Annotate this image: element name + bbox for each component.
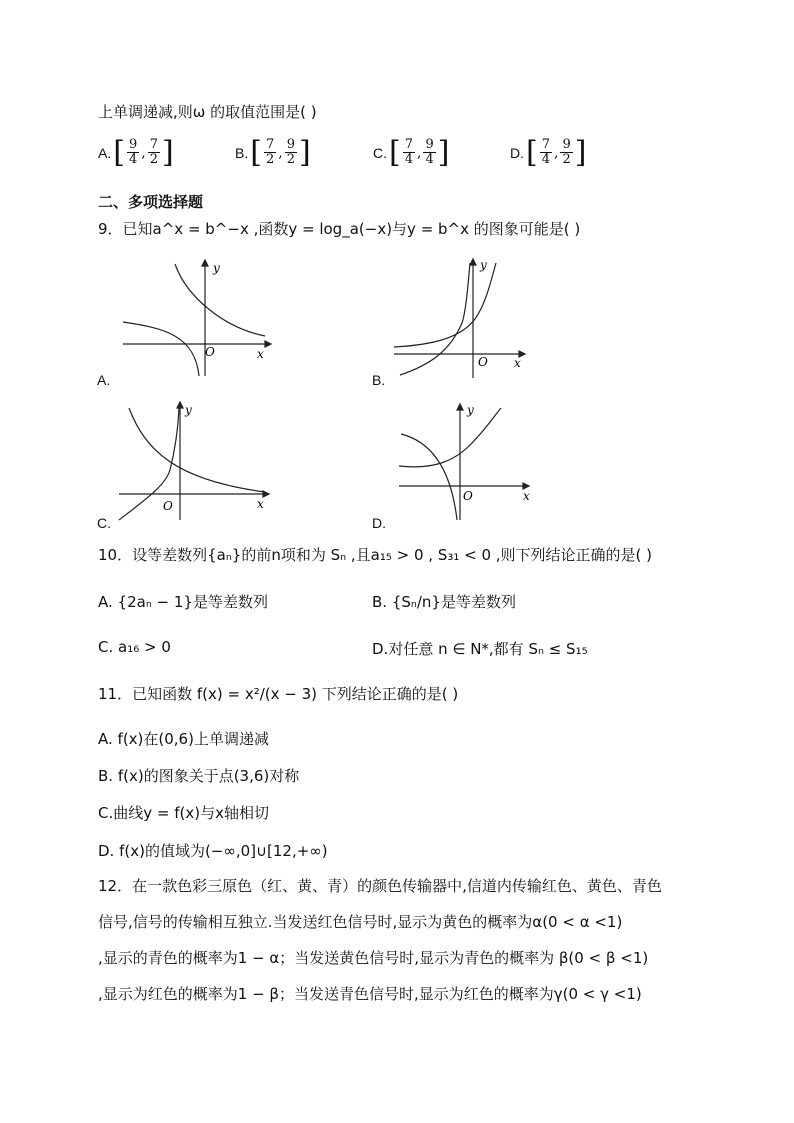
q12-line1: 12．在一款色彩三原色（红、黄、青）的颜色传输器中,信道内传输红色、黄色、青色	[98, 877, 662, 895]
q9b-origin: O	[478, 355, 488, 369]
q9c-axis-x: x	[257, 497, 264, 511]
q9d-origin: O	[463, 489, 473, 503]
right-bracket: ]	[161, 135, 174, 170]
q11-option-d: D. f(x)的值域为(−∞,0]∪[12,+∞)	[98, 842, 328, 860]
frac-left: $\frac{7}{2}$	[265, 137, 275, 167]
q9-option-b: B.	[372, 372, 386, 388]
left-bracket: [	[250, 135, 262, 170]
right-bracket: ]	[298, 135, 311, 170]
q8-option-c	[373, 135, 449, 170]
q8-option-label: C.	[373, 144, 387, 161]
q8-option-b	[235, 135, 311, 170]
q9-option-a: A.	[97, 372, 111, 388]
q11-option-a: A. f(x)在(0,6)上单调递减	[98, 730, 269, 748]
q9b-axis-x: x	[514, 356, 521, 370]
q9-graph-d	[395, 400, 535, 525]
frac-left: $\frac{7}{4}$	[404, 137, 413, 167]
comma: ,	[554, 144, 559, 161]
frac-right: $\frac{9}{2}$	[562, 137, 571, 167]
q8-option-label: A.	[98, 144, 112, 161]
q9c-origin: O	[163, 499, 173, 513]
q8-option-d	[510, 135, 586, 170]
q10-text: 10．设等差数列{aₙ}的前n项和为 Sₙ ,且a₁₅ > 0 , S₃₁ < 0 ,则下列结论正确的是( )	[98, 546, 653, 564]
q9-graph-b	[390, 255, 530, 380]
frac-right: $\frac{7}{2}$	[149, 137, 158, 167]
q12-line4: ,显示为红色的概率为1 − β；当发送青色信号时,显示为红色的概率为γ(0 < γ <1)	[98, 985, 642, 1003]
q10-option-c: C. a₁₆ > 0	[98, 638, 171, 656]
left-bracket: [	[113, 135, 125, 170]
q8-option-label: D.	[510, 144, 524, 161]
q9b-axis-y: y	[480, 258, 487, 272]
section-title: 二、多项选择题	[98, 193, 204, 211]
q9-graph-c	[115, 400, 275, 525]
q10-option-b: B. {Sₙ/n}是等差数列	[372, 593, 516, 611]
q11-text: 11．已知函数 f(x) = x²/(x − 3) 下列结论正确的是( )	[98, 685, 459, 703]
left-bracket: [	[526, 135, 538, 170]
comma: ,	[278, 144, 283, 161]
q9c-axis-y: y	[185, 403, 192, 417]
q11-option-c: C.曲线y = f(x)与x轴相切	[98, 804, 269, 822]
q9-text: 9．已知a^x = b^−x ,函数y = log_a(−x)与y = b^x 的图象可能是( )	[98, 220, 581, 238]
right-bracket: ]	[437, 135, 450, 170]
right-bracket: ]	[574, 135, 587, 170]
q12-line2: 信号,信号的传输相互独立.当发送红色信号时,显示为黄色的概率为α(0 < α <1)	[98, 913, 623, 931]
frac-left: $\frac{7}{4}$	[541, 137, 550, 167]
q9a-origin: O	[205, 345, 215, 359]
q9a-axis-x: x	[257, 347, 264, 361]
q8-tail-text: 上单调递减,则ω 的取值范围是( )	[98, 103, 317, 121]
q9-option-c: C.	[97, 515, 111, 531]
q9d-axis-x: x	[523, 489, 530, 503]
q9a-axis-y: y	[213, 261, 220, 275]
frac-left: $\frac{9}{4}$	[128, 137, 138, 167]
comma: ,	[417, 144, 422, 161]
q12-line3: ,显示的青色的概率为1 − α；当发送黄色信号时,显示为青色的概率为 β(0 < β <1)	[98, 949, 649, 967]
q9-graph-a	[115, 258, 275, 378]
q8-option-a	[98, 135, 174, 170]
q10-option-d: D.对任意 n ∈ N*,都有 Sₙ ≤ S₁₅	[372, 640, 588, 658]
comma: ,	[141, 144, 146, 161]
q8-option-label: B.	[235, 144, 249, 161]
q11-option-b: B. f(x)的图象关于点(3,6)对称	[98, 767, 300, 785]
left-bracket: [	[389, 135, 401, 170]
q10-option-a: A. {2aₙ − 1}是等差数列	[98, 593, 268, 611]
frac-right: $\frac{9}{2}$	[286, 137, 295, 167]
frac-right: $\frac{9}{4}$	[425, 137, 434, 167]
q9d-axis-y: y	[467, 403, 474, 417]
q9-option-d: D.	[372, 515, 386, 531]
